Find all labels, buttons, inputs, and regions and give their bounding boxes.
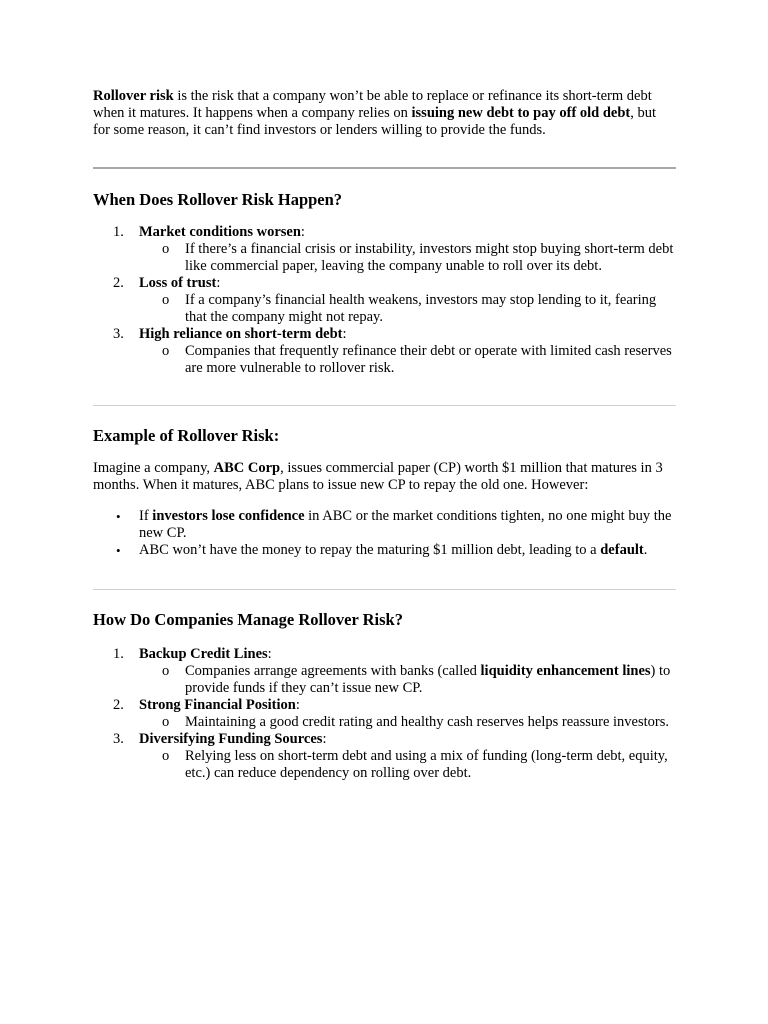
manage-list bbox=[93, 646, 676, 782]
bullet-text-2: . bbox=[643, 542, 648, 558]
sub-item-text: Maintaining a good credit rating and healthy cash reserves helps reassure investors. bbox=[185, 714, 669, 730]
section-divider bbox=[93, 405, 676, 406]
bullet-text-1: If bbox=[139, 508, 153, 524]
section-heading-example: Example of Rollover Risk: bbox=[93, 426, 280, 445]
section-heading-when: When Does Rollover Risk Happen? bbox=[93, 190, 343, 209]
intro-bold-phrase: issuing new debt to pay off old debt bbox=[411, 105, 631, 121]
list-number: 1. bbox=[113, 224, 124, 240]
sub-item-bold: liquidity enhancement lines bbox=[480, 663, 651, 679]
manage-item-title: Backup Credit Lines bbox=[139, 646, 268, 662]
intro-paragraph bbox=[93, 88, 676, 139]
section-divider bbox=[93, 167, 676, 169]
bullet-bold: default bbox=[600, 542, 644, 558]
list-separator: : bbox=[295, 697, 300, 713]
manage-item-title: Strong Financial Position bbox=[139, 697, 296, 713]
hollow-bullet-icon: o bbox=[162, 663, 170, 679]
list-separator: : bbox=[216, 275, 221, 291]
list-separator: : bbox=[342, 326, 347, 342]
list-number: 2. bbox=[113, 697, 124, 713]
list-number: 3. bbox=[113, 326, 124, 342]
sub-item-text: Relying less on short-term debt and using a mix of funding (long-term debt, equity, etc.) can reduce dependency on rolling over debt. bbox=[185, 748, 668, 781]
section-divider bbox=[93, 589, 676, 590]
sub-item-text: Companies arrange agreements with banks (called bbox=[185, 663, 481, 679]
when-list-item bbox=[93, 275, 676, 326]
sub-list bbox=[139, 292, 676, 326]
when-list-item bbox=[93, 224, 676, 275]
hollow-bullet-icon: o bbox=[162, 241, 170, 257]
when-list bbox=[93, 224, 676, 377]
example-text-2: , issues commercial paper (CP) worth $1 million that matures in 3 months. When it matures, ABC plans to issue new CP to repay the old one. However: bbox=[93, 460, 663, 493]
sub-list-item bbox=[139, 292, 676, 326]
hollow-bullet-icon: o bbox=[162, 714, 170, 730]
hollow-bullet-icon: o bbox=[162, 748, 170, 764]
bullet-bold: investors lose confidence bbox=[152, 508, 305, 524]
sub-list bbox=[139, 748, 676, 782]
sub-item-text: If a company’s financial health weakens, investors may stop lending to it, fearing that the company might not repay. bbox=[185, 292, 657, 325]
when-item-title: Market conditions worsen bbox=[139, 224, 301, 240]
example-paragraph bbox=[93, 460, 676, 494]
sub-item-text: ) to provide funds if they can’t issue new CP. bbox=[185, 663, 671, 696]
list-separator: : bbox=[267, 646, 272, 662]
example-text-1: Imagine a company, bbox=[93, 460, 214, 476]
manage-list-item bbox=[93, 646, 676, 697]
bullet-item bbox=[93, 508, 676, 542]
sub-item-text: Companies that frequently refinance their debt or operate with limited cash reserves are more vulnerable to rollover risk. bbox=[185, 343, 672, 376]
hollow-bullet-icon: o bbox=[162, 343, 170, 359]
list-number: 2. bbox=[113, 275, 124, 291]
bullet-text-2: in ABC or the market conditions tighten, no one might buy the new CP. bbox=[139, 508, 672, 541]
sub-list-item bbox=[139, 748, 676, 782]
intro-text-2: , but for some reason, it can’t find investors or lenders willing to provide the funds. bbox=[93, 105, 657, 138]
sub-list-item bbox=[139, 343, 676, 377]
bullet-item bbox=[93, 542, 676, 559]
intro-text-1: is the risk that a company won’t be able to replace or refinance its short-term debt when it matures. It happens when a company relies on bbox=[93, 88, 652, 121]
when-item-title: Loss of trust bbox=[139, 275, 217, 291]
list-number: 3. bbox=[113, 731, 124, 747]
intro-term: Rollover risk bbox=[93, 88, 174, 104]
document-body bbox=[93, 88, 676, 782]
list-separator: : bbox=[300, 224, 305, 240]
sub-list bbox=[139, 241, 676, 275]
sub-item-text: If there’s a financial crisis or instability, investors might stop buying short-term debt like commercial paper, leaving the company unable to roll over its debt. bbox=[185, 241, 674, 274]
when-list-item bbox=[93, 326, 676, 377]
bullet-icon: • bbox=[116, 543, 121, 558]
manage-list-item bbox=[93, 697, 676, 731]
section-heading-manage: How Do Companies Manage Rollover Risk? bbox=[93, 610, 403, 629]
hollow-bullet-icon: o bbox=[162, 292, 170, 308]
sub-list bbox=[139, 663, 676, 697]
bullet-icon: • bbox=[116, 509, 121, 524]
manage-item-title: Diversifying Funding Sources bbox=[139, 731, 323, 747]
manage-list-item bbox=[93, 731, 676, 782]
sub-list-item bbox=[139, 714, 676, 731]
list-separator: : bbox=[322, 731, 327, 747]
example-company-name: ABC Corp bbox=[213, 460, 281, 476]
bullet-text-1: ABC won’t have the money to repay the maturing $1 million debt, leading to a bbox=[139, 542, 601, 558]
sub-list bbox=[139, 343, 676, 377]
example-bullet-list bbox=[93, 508, 676, 559]
sub-list bbox=[139, 714, 676, 731]
list-number: 1. bbox=[113, 646, 124, 662]
when-item-title: High reliance on short-term debt bbox=[139, 326, 343, 342]
sub-list-item bbox=[139, 241, 676, 275]
sub-list-item bbox=[139, 663, 676, 697]
